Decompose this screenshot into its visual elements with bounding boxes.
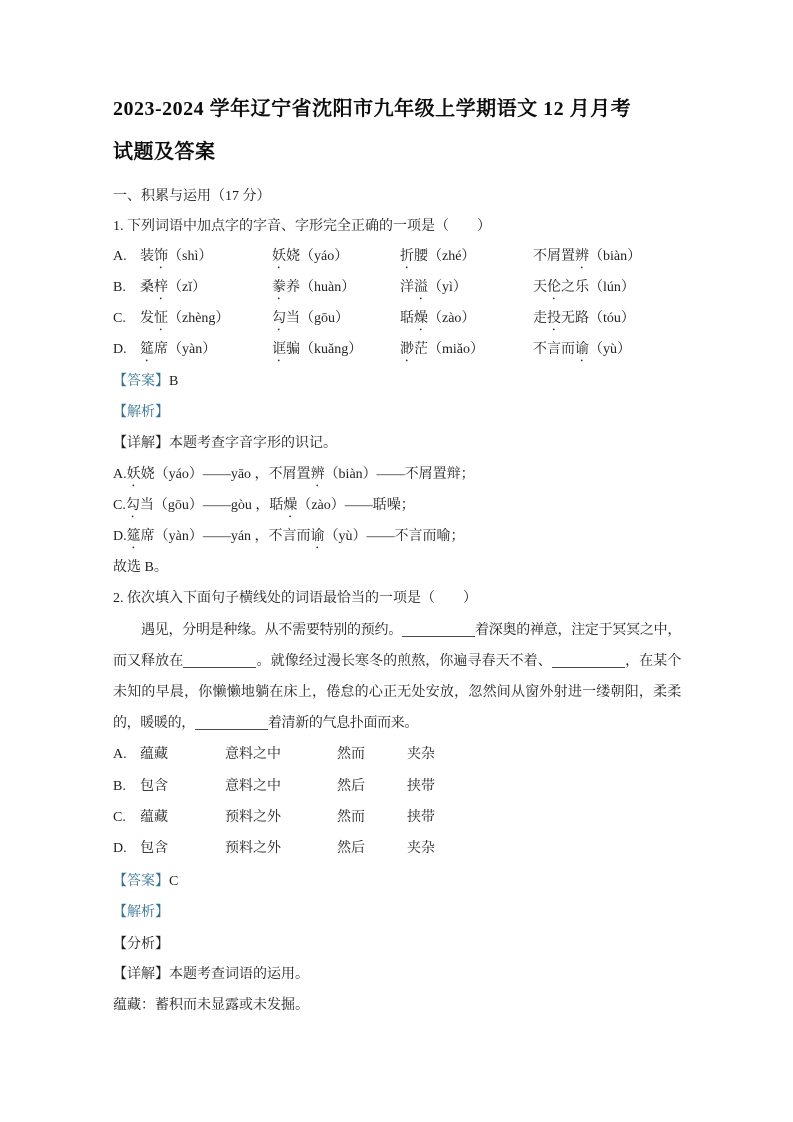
q2-option-d: [113, 838, 435, 859]
q1-option-b-word4: 天伦之乐（lún）: [533, 280, 635, 295]
q2-fenxi-marker-line: 【分析】: [113, 937, 169, 952]
q2-option-d-word3: 然后: [337, 841, 365, 856]
q1-answer-line: [113, 371, 178, 392]
q1-option-d-word4: 不言而谕（yù）: [533, 342, 631, 357]
q2-option-b-word3: 然后: [337, 779, 365, 794]
q2-option-b: [113, 776, 435, 797]
q1-option-d-word2: 诓骗（kuǎng）: [272, 342, 363, 357]
q2-option-c: [113, 807, 435, 828]
page-title-line1: 2023-2024 学年辽宁省沈阳市九年级上学期语文 12 月月考: [113, 98, 632, 120]
q1-option-c-word3: 聒燥（zào）: [400, 311, 476, 326]
q2-option-a-label: A.: [113, 747, 127, 762]
q1-option-a-word2: 妖娆（yáo）: [272, 249, 349, 264]
analysis-marker: 【解析】: [113, 905, 169, 920]
q2-option-c-word1: 蕴藏: [140, 810, 168, 825]
q2-option-a-word4: 夹杂: [407, 747, 435, 762]
q2-word-note: 蕴藏：蓄积而未显露或未发掘。: [113, 998, 309, 1013]
q1-option-b-word2: 豢养（huàn）: [272, 280, 356, 295]
q1-option-b-label: B.: [113, 280, 126, 295]
q2-analysis-marker-line: [113, 902, 169, 923]
q1-option-d-label: D.: [113, 342, 127, 357]
q1-option-d-word1: 筵席（yàn）: [140, 342, 217, 357]
q2-answer-value: C: [169, 874, 179, 889]
q1-explanation-c: C.勾当（gōu）——gòu ，聒燥（zào）——聒噪；: [113, 498, 415, 513]
q2-option-a: [113, 744, 435, 765]
q1-explanation-d: D.筵席（yàn）——yán ，不言而谕（yù）——不言而喻；: [113, 529, 465, 544]
q1-option-a-word1: 装饰（shì）: [140, 249, 213, 264]
q1-option-a-label: A.: [113, 249, 127, 264]
q1-option-d: [113, 339, 631, 365]
q2-option-d-word4: 夹杂: [407, 841, 435, 856]
q2-option-b-word2: 意料之中: [225, 779, 281, 794]
page-title-line2: 试题及答案: [113, 141, 216, 163]
q2-option-c-word2: 预料之外: [225, 810, 281, 825]
q2-detail-line: 【详解】本题考查词语的运用。: [113, 967, 309, 982]
q2-passage-line1: 遇见，分明是种缘。从不需要特别的预约。 着深奥的禅意，注定于冥冥之中，: [141, 623, 681, 638]
q2-option-b-word4: 挟带: [407, 779, 435, 794]
q2-passage-line4: 的，暖暖的， 着清新的气息扑面而来。: [113, 716, 419, 731]
q1-option-b: [113, 277, 635, 303]
q1-conclusion: 故选 B。: [113, 560, 168, 575]
q2-option-b-label: B.: [113, 779, 126, 794]
fill-in-blank: [552, 653, 625, 668]
q1-answer-value: B: [169, 374, 179, 389]
q1-option-c-word2: 勾当（gōu）: [272, 311, 349, 326]
q2-option-c-word3: 然而: [337, 810, 365, 825]
q1-option-c-word1: 发怔（zhèng）: [140, 311, 230, 326]
q2-option-d-label: D.: [113, 841, 127, 856]
q1-option-c: [113, 308, 635, 334]
answer-marker: 【答案】: [113, 374, 169, 389]
q1-option-d-word3: 渺茫（miǎo）: [400, 342, 484, 357]
q2-option-a-word1: 蕴藏: [140, 747, 168, 762]
q1-option-c-word4: 走投无路（tóu）: [533, 311, 635, 326]
answer-marker: 【答案】: [113, 874, 169, 889]
fill-in-blank: [183, 653, 256, 668]
q1-explanation-a: A.妖娆（yáo）——yāo ，不屑置辨（biàn）——不屑置辩；: [113, 467, 475, 482]
fill-in-blank: [195, 715, 268, 730]
q2-passage-line3: 未知的早晨，你懒懒地躺在床上，倦怠的心正无处安放，忽然间从窗外射进一缕朝阳，柔柔: [113, 685, 681, 700]
q2-stem: 2. 依次填入下面句子横线处的词语最恰当的一项是（ ）: [113, 591, 477, 606]
q2-option-d-word1: 包含: [140, 841, 168, 856]
fill-in-blank: [402, 622, 475, 637]
q1-detail-line: 【详解】本题考查字音字形的识记。: [113, 436, 337, 451]
analysis-marker: 【解析】: [113, 405, 169, 420]
q2-option-a-word2: 意料之中: [225, 747, 281, 762]
q1-option-a-word3: 折腰（zhé）: [400, 249, 476, 264]
q1-option-a: [113, 246, 641, 272]
q1-option-b-word1: 桑梓（zǐ）: [140, 280, 207, 295]
q1-analysis-marker-line: [113, 402, 169, 423]
q1-stem: 1. 下列词语中加点字的字音、字形完全正确的一项是（ ）: [113, 219, 491, 234]
q2-answer-line: [113, 871, 178, 892]
q2-option-d-word2: 预料之外: [225, 841, 281, 856]
section-heading: 一、积累与运用（17 分）: [113, 189, 271, 204]
q2-passage-line2: 而又释放在 。就像经过漫长寒冬的煎熬，你遍寻春天不着、 ，在某个: [113, 654, 681, 669]
q1-option-b-word3: 洋溢（yì）: [400, 280, 467, 295]
q1-option-a-word4: 不屑置辨（biàn）: [533, 249, 642, 264]
q1-option-c-label: C.: [113, 311, 126, 326]
q2-option-a-word3: 然而: [337, 747, 365, 762]
q2-option-b-word1: 包含: [140, 779, 168, 794]
q2-option-c-label: C.: [113, 810, 126, 825]
q2-option-c-word4: 挟带: [407, 810, 435, 825]
